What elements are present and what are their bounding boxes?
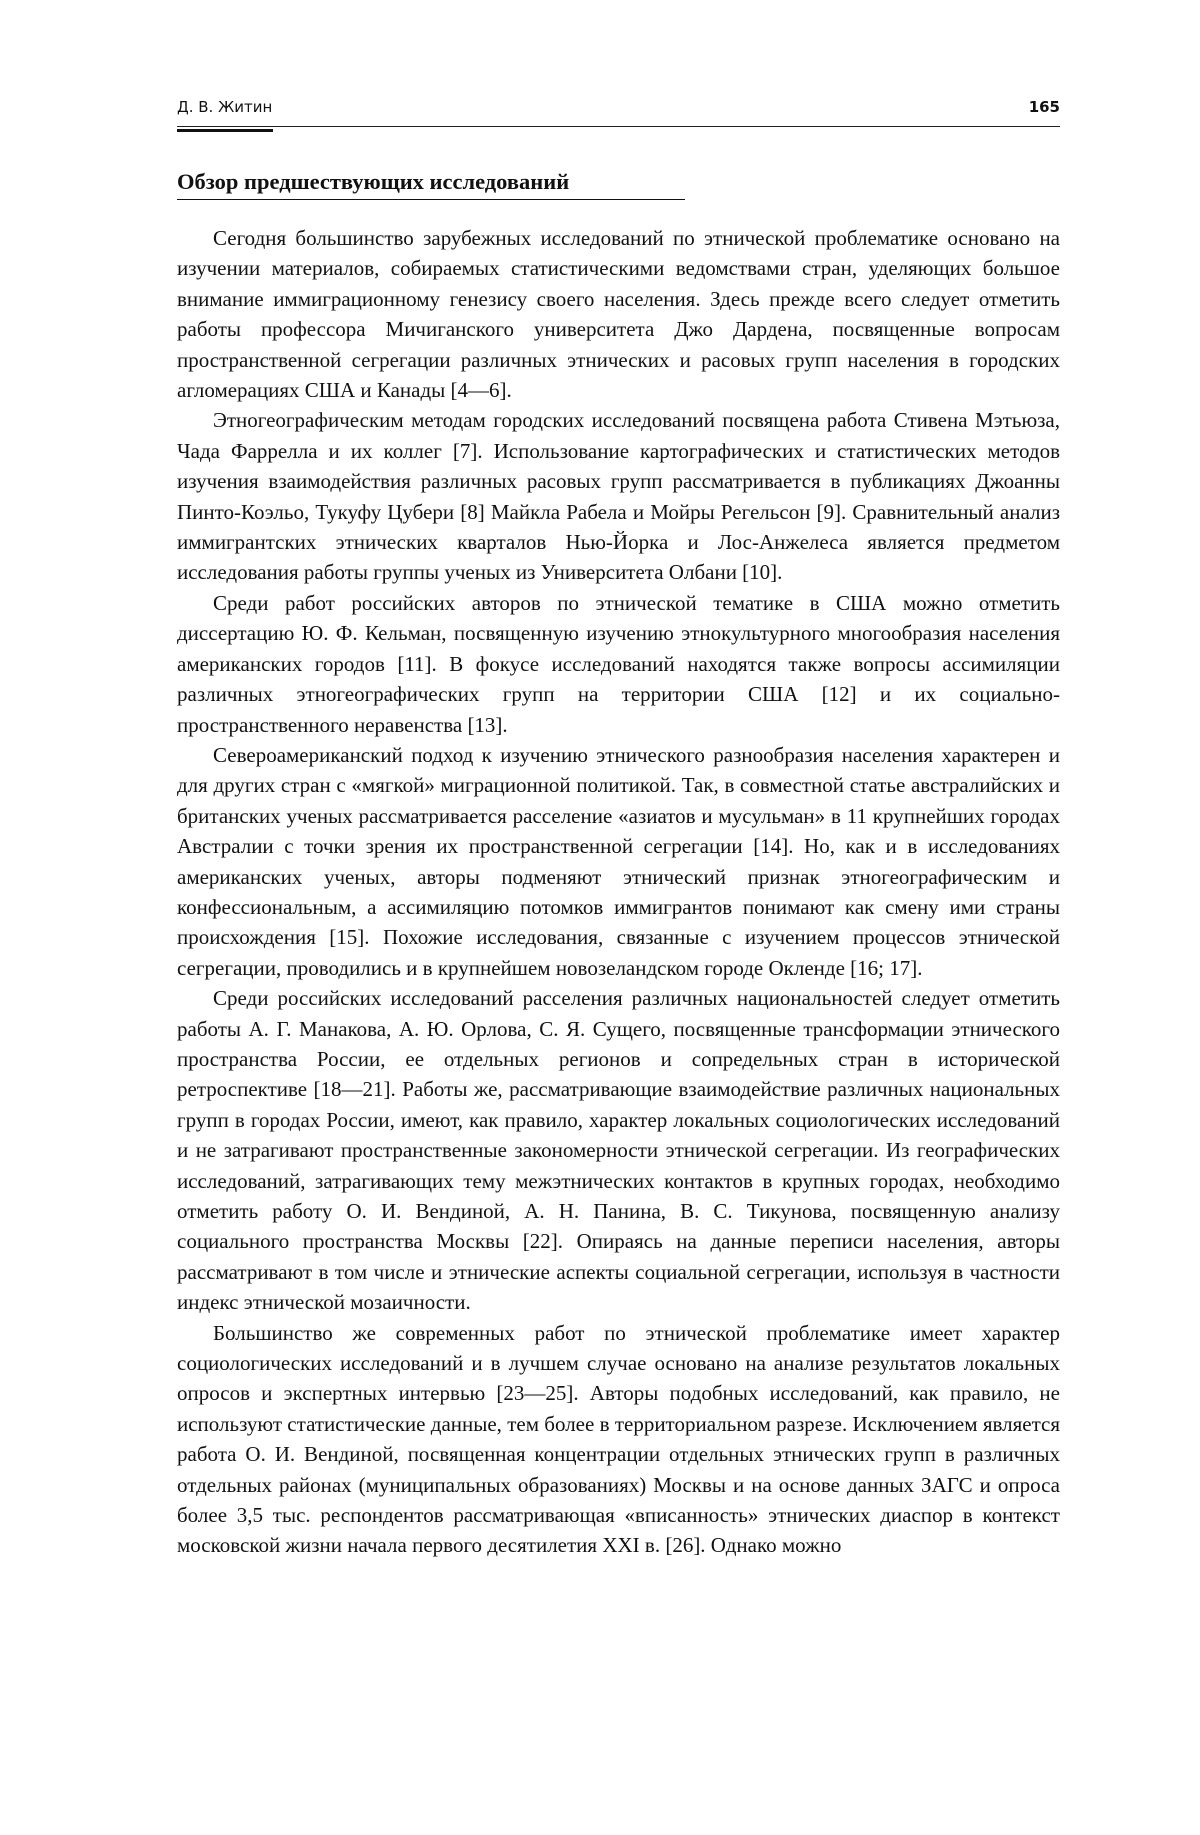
header-accent-rule	[177, 129, 273, 132]
running-head-author: Д. В. Житин	[177, 98, 273, 116]
running-head	[177, 98, 1060, 122]
page-number: 165	[1028, 98, 1060, 116]
header-rule	[177, 126, 1060, 127]
paragraph: Этногеографическим методам городских исследований посвящена работа Стивена Мэтьюза, Чада Фаррелла и их коллег [7]. Использование картографических и статистических методов изучения взаимодействия различных расовых групп рассматривается в публикациях Джоанны Пинто-Коэльо, Тукуфу Цубери [8] Майкла Рабела и Мойры Регельсон [9]. Сравнительный анализ иммигрантских этнических кварталов Нью-Йорка и Лос-Анжелеса является предметом исследования работы группы ученых из Университета Олбани [10].	[177, 408, 1060, 585]
paragraph: Североамериканский подход к изучению этнического разнообразия населения характерен и для других стран с «мягкой» миграционной политикой. Так, в совместной статье австралийских и британских ученых рассматривается расселение «азиатов и мусульман» в 11 крупнейших городах Австралии с точки зрения их пространственной сегрегации [14]. Но, как и в исследованиях американских ученых, авторы подменяют этнический признак этногеографическим и конфессиональным, а ассимиляцию потомков иммигрантов понимают как смену ими страны происхождения [15]. Похожие исследования, связанные с изучением процессов этнической сегрегации, проводились и в крупнейшем новозеландском городе Окленде [16; 17].	[177, 742, 1060, 980]
section-heading: Обзор предшествующих исследований	[177, 168, 685, 200]
paragraph: Большинство же современных работ по этнической проблематике имеет характер социологических исследований и в лучшем случае основано на анализе результатов локальных опросов и экспертных интервью [23—25]. Авторы подобных исследований, как правило, не используют статистические данные, тем более в территориальном разрезе. Исключением является работа О. И. Вендиной, посвященная концентрации отдельных этнических групп в различных отдельных районах (муниципальных образованиях) Москвы и на основе данных ЗАГС и опроса более 3,5 тыс. респондентов рассматривающая «вписанность» этнических диаспор в контекст московской жизни начала первого десятилетия XXI в. [26]. Однако можно	[177, 1320, 1060, 1558]
paragraph: Сегодня большинство зарубежных исследований по этнической проблематике основано на изучении материалов, собираемых статистическими ведомствами стран, уделяющих большое внимание иммиграционному генезису своего населения. Здесь прежде всего следует отметить работы профессора Мичиганского университета Джо Дардена, посвященные вопросам пространственной сегрегации различных этнических и расовых групп населения в городских агломерациях США и Канады [4—6].	[177, 226, 1060, 403]
body-text	[177, 223, 1060, 1561]
paragraph: Среди работ российских авторов по этнической тематике в США можно отметить диссертацию Ю. Ф. Кельман, посвященную изучению этнокультурного многообразия населения американских городов [11]. В фокусе исследований находятся также вопросы ассимиляции различных этногеографических групп на территории США [12] и их социально-пространственного неравенства [13].	[177, 590, 1060, 737]
paragraph: Среди российских исследований расселения различных национальностей следует отметить работы А. Г. Манакова, А. Ю. Орлова, С. Я. Сущего, посвященные трансформации этнического пространства России, ее отдельных регионов и сопредельных стран в исторической ретроспективе [18—21]. Работы же, рассматривающие взаимодействие различных национальных групп в городах России, имеют, как правило, характер локальных социологических исследований и не затрагивают пространственные закономерности этнической сегрегации. Из географических исследований, затрагивающих тему межэтнических контактов в крупных городах, необходимо отметить работу О. И. Вендиной, А. Н. Панина, В. С. Тикунова, посвященную анализу социального пространства Москвы [22]. Опираясь на данные переписи населения, авторы рассматривают в том числе и этнические аспекты социальной сегрегации, используя в частности индекс этнической мозаичности.	[177, 986, 1060, 1315]
